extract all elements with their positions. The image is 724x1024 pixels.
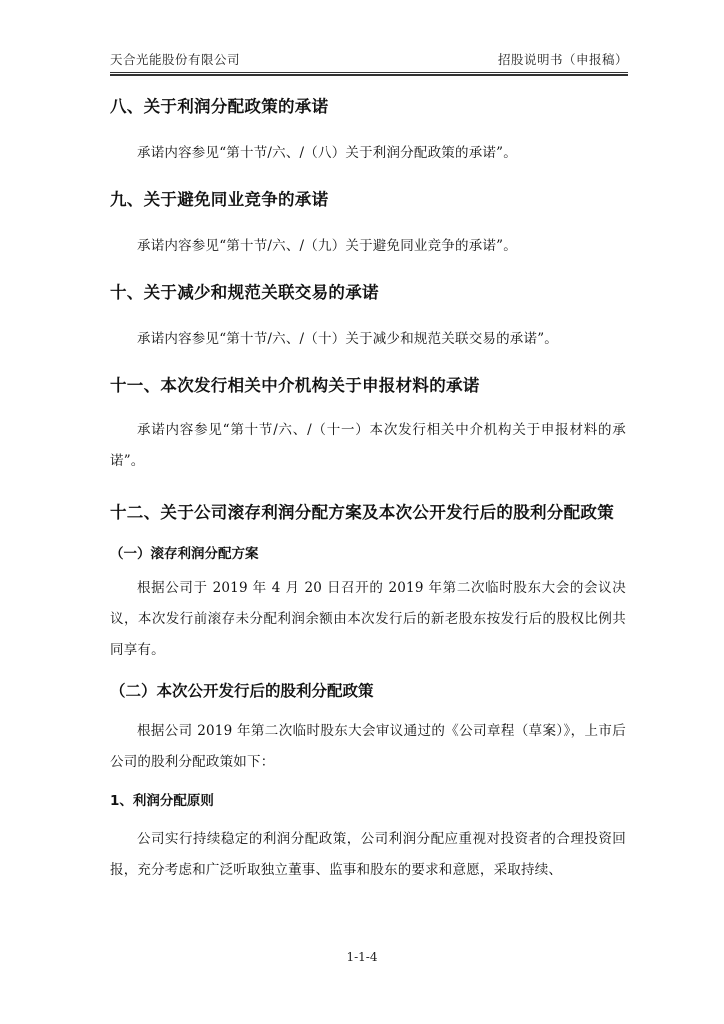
section-11-text: 承诺内容参见“第十节/六、/（十一）本次发行相关中介机构关于申报材料的承诺”。 [110, 422, 626, 469]
item-1-text: 公司实行持续稳定的利润分配政策，公司利润分配应重视对投资者的合理投资回报，充分考虑和广泛听取独立董事、监事和股东的要求和意愿，采取持续、 [110, 831, 626, 878]
section-12-heading: 十二、关于公司滚存利润分配方案及本次公开发行后的股利分配政策 [110, 503, 614, 522]
section-8-heading: 八、关于利润分配政策的承诺 [110, 97, 329, 116]
page-number: 1-1-4 [346, 950, 378, 964]
subsection-12-1-text: 根据公司于 2019 年 4 月 20 日召开的 2019 年第二次临时股东大会的会议决议，本次发行前滚存未分配利润余额由本次发行后的新老股东按发行后的股权比例共同享有。 [110, 580, 626, 658]
section-10-heading: 十、关于减少和规范关联交易的承诺 [110, 283, 379, 302]
subsection-12-1-heading: （一）滚存利润分配方案 [110, 546, 259, 562]
section-9-text: 承诺内容参见“第十节/六、/（九）关于避免同业竞争的承诺”。 [137, 238, 517, 254]
section-10-text: 承诺内容参见“第十节/六、/（十）关于减少和规范关联交易的承诺”。 [137, 331, 558, 347]
section-9-heading: 九、关于避免同业竞争的承诺 [110, 190, 329, 209]
item-1-heading: 1、利润分配原则 [110, 793, 214, 809]
header-company-name: 天合光能股份有限公司 [110, 52, 241, 67]
page-header [110, 50, 628, 73]
subsection-12-2-text: 根据公司 2019 年第二次临时股东大会审议通过的《公司章程（草案）》，上市后公司的股利分配政策如下： [110, 723, 626, 770]
section-8-text: 承诺内容参见“第十节/六、/（八）关于利润分配政策的承诺”。 [137, 145, 517, 161]
header-document-title: 招股说明书（申报稿） [497, 52, 628, 67]
page-body [110, 92, 626, 886]
subsection-12-2-heading: （二）本次公开发行后的股利分配政策 [110, 682, 374, 700]
section-11-heading: 十一、本次发行相关中介机构关于申报材料的承诺 [110, 376, 480, 395]
